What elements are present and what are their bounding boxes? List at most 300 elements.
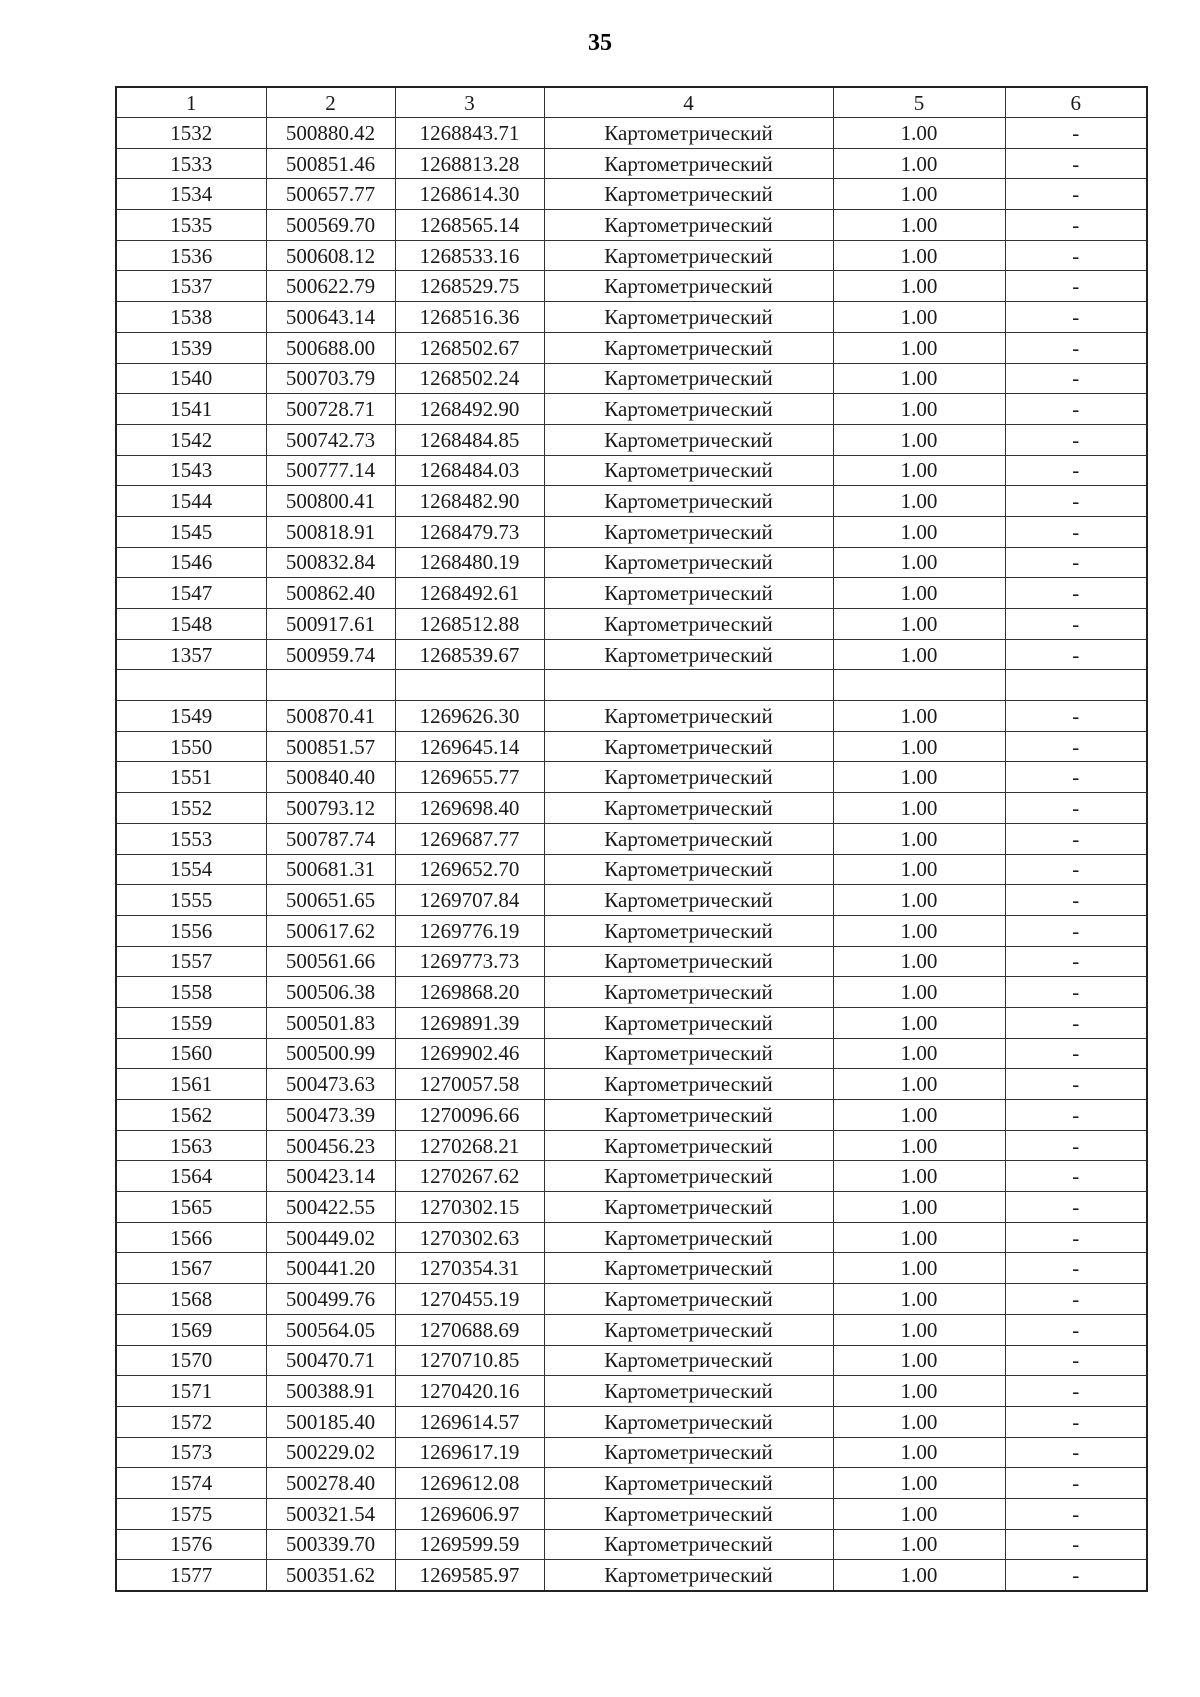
table-row <box>116 547 1147 578</box>
x-coordinate-cell: 500681.31 <box>266 854 395 885</box>
accuracy-cell: 1.00 <box>833 1161 1005 1192</box>
table-row <box>116 148 1147 179</box>
note-cell: - <box>1005 1284 1147 1315</box>
method-cell: Картометрический <box>544 731 833 762</box>
accuracy-cell: 1.00 <box>833 1222 1005 1253</box>
accuracy-cell: 1.00 <box>833 179 1005 210</box>
table-row <box>116 578 1147 609</box>
note-cell: - <box>1005 915 1147 946</box>
accuracy-cell: 1.00 <box>833 240 1005 271</box>
method-cell: Картометрический <box>544 946 833 977</box>
method-cell: Картометрический <box>544 424 833 455</box>
note-cell: - <box>1005 885 1147 916</box>
x-coordinate-cell: 500742.73 <box>266 424 395 455</box>
table-row <box>116 1345 1147 1376</box>
y-coordinate-cell: 1268502.67 <box>395 332 544 363</box>
accuracy-cell: 1.00 <box>833 1314 1005 1345</box>
table-row <box>116 1284 1147 1315</box>
y-coordinate-cell: 1269645.14 <box>395 731 544 762</box>
x-coordinate-cell <box>266 670 395 701</box>
y-coordinate-cell: 1270057.58 <box>395 1069 544 1100</box>
method-cell: Картометрический <box>544 1038 833 1069</box>
y-coordinate-cell: 1268516.36 <box>395 302 544 333</box>
y-coordinate-cell: 1268479.73 <box>395 516 544 547</box>
point-number-cell: 1564 <box>116 1161 266 1192</box>
method-cell: Картометрический <box>544 179 833 210</box>
x-coordinate-cell: 500561.66 <box>266 946 395 977</box>
method-cell: Картометрический <box>544 639 833 670</box>
accuracy-cell: 1.00 <box>833 793 1005 824</box>
column-header-5: 5 <box>833 87 1005 118</box>
x-coordinate-cell: 500657.77 <box>266 179 395 210</box>
method-cell: Картометрический <box>544 516 833 547</box>
point-number-cell: 1565 <box>116 1192 266 1223</box>
point-number-cell: 1559 <box>116 1007 266 1038</box>
y-coordinate-cell: 1269652.70 <box>395 854 544 885</box>
note-cell: - <box>1005 1314 1147 1345</box>
x-coordinate-cell: 500862.40 <box>266 578 395 609</box>
method-cell: Картометрический <box>544 1437 833 1468</box>
y-coordinate-cell: 1269902.46 <box>395 1038 544 1069</box>
y-coordinate-cell: 1269585.97 <box>395 1560 544 1591</box>
table-row <box>116 1529 1147 1560</box>
note-cell: - <box>1005 731 1147 762</box>
method-cell: Картометрический <box>544 363 833 394</box>
x-coordinate-cell: 500388.91 <box>266 1376 395 1407</box>
point-number-cell: 1539 <box>116 332 266 363</box>
x-coordinate-cell: 500728.71 <box>266 394 395 425</box>
column-header-2: 2 <box>266 87 395 118</box>
note-cell: - <box>1005 363 1147 394</box>
y-coordinate-cell: 1270688.69 <box>395 1314 544 1345</box>
point-number-cell: 1537 <box>116 271 266 302</box>
method-cell: Картометрический <box>544 332 833 363</box>
x-coordinate-cell: 500321.54 <box>266 1498 395 1529</box>
point-number-cell: 1357 <box>116 639 266 670</box>
x-coordinate-cell: 500441.20 <box>266 1253 395 1284</box>
accuracy-cell: 1.00 <box>833 977 1005 1008</box>
accuracy-cell: 1.00 <box>833 271 1005 302</box>
point-number-cell: 1542 <box>116 424 266 455</box>
point-number-cell: 1568 <box>116 1284 266 1315</box>
x-coordinate-cell: 500608.12 <box>266 240 395 271</box>
method-cell: Картометрический <box>544 1100 833 1131</box>
table-row <box>116 1069 1147 1100</box>
accuracy-cell: 1.00 <box>833 363 1005 394</box>
note-cell <box>1005 670 1147 701</box>
x-coordinate-cell: 500800.41 <box>266 486 395 517</box>
point-number-cell: 1547 <box>116 578 266 609</box>
x-coordinate-cell: 500351.62 <box>266 1560 395 1591</box>
note-cell: - <box>1005 1222 1147 1253</box>
point-number-cell: 1573 <box>116 1437 266 1468</box>
table-row <box>116 363 1147 394</box>
method-cell: Картометрический <box>544 1007 833 1038</box>
note-cell: - <box>1005 1437 1147 1468</box>
column-header-1: 1 <box>116 87 266 118</box>
table-row <box>116 1468 1147 1499</box>
table-row <box>116 1437 1147 1468</box>
table-row <box>116 271 1147 302</box>
accuracy-cell: 1.00 <box>833 547 1005 578</box>
accuracy-cell: 1.00 <box>833 609 1005 640</box>
accuracy-cell: 1.00 <box>833 1529 1005 1560</box>
point-number-cell <box>116 670 266 701</box>
y-coordinate-cell: 1269606.97 <box>395 1498 544 1529</box>
y-coordinate-cell: 1269614.57 <box>395 1406 544 1437</box>
accuracy-cell: 1.00 <box>833 332 1005 363</box>
x-coordinate-cell: 500832.84 <box>266 547 395 578</box>
y-coordinate-cell: 1269773.73 <box>395 946 544 977</box>
method-cell: Картометрический <box>544 609 833 640</box>
table-row <box>116 1253 1147 1284</box>
accuracy-cell: 1.00 <box>833 1130 1005 1161</box>
point-number-cell: 1570 <box>116 1345 266 1376</box>
coordinates-table <box>115 86 1148 1592</box>
note-cell: - <box>1005 1529 1147 1560</box>
y-coordinate-cell: 1269776.19 <box>395 915 544 946</box>
accuracy-cell: 1.00 <box>833 701 1005 732</box>
point-number-cell: 1561 <box>116 1069 266 1100</box>
note-cell: - <box>1005 394 1147 425</box>
note-cell: - <box>1005 455 1147 486</box>
accuracy-cell: 1.00 <box>833 118 1005 149</box>
x-coordinate-cell: 500569.70 <box>266 210 395 241</box>
x-coordinate-cell: 500501.83 <box>266 1007 395 1038</box>
point-number-cell: 1545 <box>116 516 266 547</box>
x-coordinate-cell: 500703.79 <box>266 363 395 394</box>
point-number-cell: 1562 <box>116 1100 266 1131</box>
y-coordinate-cell: 1268529.75 <box>395 271 544 302</box>
x-coordinate-cell: 500870.41 <box>266 701 395 732</box>
table-row <box>116 762 1147 793</box>
x-coordinate-cell: 500229.02 <box>266 1437 395 1468</box>
accuracy-cell: 1.00 <box>833 1069 1005 1100</box>
note-cell: - <box>1005 1069 1147 1100</box>
table-row <box>116 1100 1147 1131</box>
x-coordinate-cell: 500473.63 <box>266 1069 395 1100</box>
note-cell: - <box>1005 148 1147 179</box>
note-cell: - <box>1005 977 1147 1008</box>
method-cell: Картометрический <box>544 240 833 271</box>
method-cell: Картометрический <box>544 1192 833 1223</box>
point-number-cell: 1560 <box>116 1038 266 1069</box>
y-coordinate-cell: 1269612.08 <box>395 1468 544 1499</box>
y-coordinate-cell: 1268480.19 <box>395 547 544 578</box>
y-coordinate-cell: 1268843.71 <box>395 118 544 149</box>
y-coordinate-cell: 1268484.85 <box>395 424 544 455</box>
method-cell: Картометрический <box>544 762 833 793</box>
point-number-cell: 1574 <box>116 1468 266 1499</box>
method-cell: Картометрический <box>544 1314 833 1345</box>
note-cell: - <box>1005 762 1147 793</box>
table-row <box>116 639 1147 670</box>
point-number-cell: 1577 <box>116 1560 266 1591</box>
accuracy-cell: 1.00 <box>833 1192 1005 1223</box>
accuracy-cell: 1.00 <box>833 486 1005 517</box>
method-cell: Картометрический <box>544 547 833 578</box>
y-coordinate-cell: 1269626.30 <box>395 701 544 732</box>
accuracy-cell: 1.00 <box>833 1376 1005 1407</box>
x-coordinate-cell: 500456.23 <box>266 1130 395 1161</box>
table-row <box>116 609 1147 640</box>
note-cell: - <box>1005 701 1147 732</box>
y-coordinate-cell: 1268539.67 <box>395 639 544 670</box>
x-coordinate-cell: 500449.02 <box>266 1222 395 1253</box>
x-coordinate-cell: 500793.12 <box>266 793 395 824</box>
x-coordinate-cell: 500959.74 <box>266 639 395 670</box>
accuracy-cell: 1.00 <box>833 762 1005 793</box>
y-coordinate-cell: 1270267.62 <box>395 1161 544 1192</box>
accuracy-cell: 1.00 <box>833 946 1005 977</box>
x-coordinate-cell: 500851.46 <box>266 148 395 179</box>
table-row <box>116 210 1147 241</box>
y-coordinate-cell: 1269707.84 <box>395 885 544 916</box>
y-coordinate-cell: 1269617.19 <box>395 1437 544 1468</box>
accuracy-cell: 1.00 <box>833 1345 1005 1376</box>
accuracy-cell: 1.00 <box>833 424 1005 455</box>
method-cell: Картометрический <box>544 302 833 333</box>
note-cell: - <box>1005 1345 1147 1376</box>
method-cell: Картометрический <box>544 854 833 885</box>
table-separator-row <box>116 670 1147 701</box>
note-cell: - <box>1005 302 1147 333</box>
point-number-cell: 1567 <box>116 1253 266 1284</box>
y-coordinate-cell: 1270420.16 <box>395 1376 544 1407</box>
y-coordinate-cell: 1270455.19 <box>395 1284 544 1315</box>
accuracy-cell <box>833 670 1005 701</box>
point-number-cell: 1534 <box>116 179 266 210</box>
method-cell: Картометрический <box>544 455 833 486</box>
accuracy-cell: 1.00 <box>833 731 1005 762</box>
accuracy-cell: 1.00 <box>833 1253 1005 1284</box>
method-cell: Картометрический <box>544 1284 833 1315</box>
x-coordinate-cell: 500423.14 <box>266 1161 395 1192</box>
x-coordinate-cell: 500688.00 <box>266 332 395 363</box>
x-coordinate-cell: 500651.65 <box>266 885 395 916</box>
accuracy-cell: 1.00 <box>833 823 1005 854</box>
method-cell: Картометрический <box>544 1222 833 1253</box>
point-number-cell: 1557 <box>116 946 266 977</box>
accuracy-cell: 1.00 <box>833 1406 1005 1437</box>
accuracy-cell: 1.00 <box>833 915 1005 946</box>
method-cell: Картометрический <box>544 394 833 425</box>
method-cell: Картометрический <box>544 977 833 1008</box>
table-row <box>116 1130 1147 1161</box>
method-cell: Картометрический <box>544 1130 833 1161</box>
accuracy-cell: 1.00 <box>833 885 1005 916</box>
table-row <box>116 394 1147 425</box>
column-header-4: 4 <box>544 87 833 118</box>
accuracy-cell: 1.00 <box>833 1560 1005 1591</box>
point-number-cell: 1575 <box>116 1498 266 1529</box>
y-coordinate-cell: 1268484.03 <box>395 455 544 486</box>
method-cell: Картометрический <box>544 701 833 732</box>
y-coordinate-cell: 1268614.30 <box>395 179 544 210</box>
table-row <box>116 731 1147 762</box>
table-row <box>116 1560 1147 1591</box>
x-coordinate-cell: 500917.61 <box>266 609 395 640</box>
y-coordinate-cell <box>395 670 544 701</box>
x-coordinate-cell: 500777.14 <box>266 455 395 486</box>
method-cell: Картометрический <box>544 486 833 517</box>
x-coordinate-cell: 500470.71 <box>266 1345 395 1376</box>
table-row <box>116 1406 1147 1437</box>
x-coordinate-cell: 500840.40 <box>266 762 395 793</box>
x-coordinate-cell: 500506.38 <box>266 977 395 1008</box>
method-cell: Картометрический <box>544 823 833 854</box>
point-number-cell: 1552 <box>116 793 266 824</box>
table-row <box>116 1161 1147 1192</box>
point-number-cell: 1566 <box>116 1222 266 1253</box>
point-number-cell: 1544 <box>116 486 266 517</box>
accuracy-cell: 1.00 <box>833 394 1005 425</box>
accuracy-cell: 1.00 <box>833 455 1005 486</box>
table-row <box>116 946 1147 977</box>
x-coordinate-cell: 500818.91 <box>266 516 395 547</box>
accuracy-cell: 1.00 <box>833 578 1005 609</box>
accuracy-cell: 1.00 <box>833 1038 1005 1069</box>
y-coordinate-cell: 1270302.63 <box>395 1222 544 1253</box>
table-row <box>116 1038 1147 1069</box>
x-coordinate-cell: 500643.14 <box>266 302 395 333</box>
x-coordinate-cell: 500278.40 <box>266 1468 395 1499</box>
note-cell: - <box>1005 1498 1147 1529</box>
table-row <box>116 1498 1147 1529</box>
note-cell: - <box>1005 1007 1147 1038</box>
point-number-cell: 1554 <box>116 854 266 885</box>
y-coordinate-cell: 1270354.31 <box>395 1253 544 1284</box>
point-number-cell: 1532 <box>116 118 266 149</box>
point-number-cell: 1558 <box>116 977 266 1008</box>
table-row <box>116 854 1147 885</box>
method-cell: Картометрический <box>544 1161 833 1192</box>
table-row <box>116 240 1147 271</box>
table-row <box>116 1192 1147 1223</box>
point-number-cell: 1571 <box>116 1376 266 1407</box>
y-coordinate-cell: 1268492.61 <box>395 578 544 609</box>
y-coordinate-cell: 1268482.90 <box>395 486 544 517</box>
point-number-cell: 1541 <box>116 394 266 425</box>
point-number-cell: 1563 <box>116 1130 266 1161</box>
y-coordinate-cell: 1269698.40 <box>395 793 544 824</box>
column-header-6: 6 <box>1005 87 1147 118</box>
note-cell: - <box>1005 210 1147 241</box>
method-cell: Картометрический <box>544 1468 833 1499</box>
note-cell: - <box>1005 179 1147 210</box>
x-coordinate-cell: 500622.79 <box>266 271 395 302</box>
y-coordinate-cell: 1268512.88 <box>395 609 544 640</box>
accuracy-cell: 1.00 <box>833 639 1005 670</box>
method-cell: Картометрический <box>544 1529 833 1560</box>
table-header-row <box>116 87 1147 118</box>
y-coordinate-cell: 1269687.77 <box>395 823 544 854</box>
x-coordinate-cell: 500500.99 <box>266 1038 395 1069</box>
table-row <box>116 516 1147 547</box>
point-number-cell: 1533 <box>116 148 266 179</box>
accuracy-cell: 1.00 <box>833 1468 1005 1499</box>
note-cell: - <box>1005 946 1147 977</box>
note-cell: - <box>1005 823 1147 854</box>
accuracy-cell: 1.00 <box>833 148 1005 179</box>
note-cell: - <box>1005 516 1147 547</box>
point-number-cell: 1540 <box>116 363 266 394</box>
method-cell: Картометрический <box>544 148 833 179</box>
note-cell: - <box>1005 1468 1147 1499</box>
table-row <box>116 302 1147 333</box>
point-number-cell: 1556 <box>116 915 266 946</box>
note-cell: - <box>1005 1376 1147 1407</box>
point-number-cell: 1538 <box>116 302 266 333</box>
note-cell: - <box>1005 424 1147 455</box>
note-cell: - <box>1005 1406 1147 1437</box>
method-cell <box>544 670 833 701</box>
table-row <box>116 701 1147 732</box>
x-coordinate-cell: 500617.62 <box>266 915 395 946</box>
table-row <box>116 1314 1147 1345</box>
y-coordinate-cell: 1268492.90 <box>395 394 544 425</box>
y-coordinate-cell: 1268813.28 <box>395 148 544 179</box>
x-coordinate-cell: 500564.05 <box>266 1314 395 1345</box>
accuracy-cell: 1.00 <box>833 1498 1005 1529</box>
x-coordinate-cell: 500185.40 <box>266 1406 395 1437</box>
note-cell: - <box>1005 332 1147 363</box>
accuracy-cell: 1.00 <box>833 1284 1005 1315</box>
method-cell: Картометрический <box>544 1498 833 1529</box>
point-number-cell: 1549 <box>116 701 266 732</box>
point-number-cell: 1546 <box>116 547 266 578</box>
note-cell: - <box>1005 1253 1147 1284</box>
note-cell: - <box>1005 793 1147 824</box>
point-number-cell: 1553 <box>116 823 266 854</box>
point-number-cell: 1572 <box>116 1406 266 1437</box>
y-coordinate-cell: 1270096.66 <box>395 1100 544 1131</box>
method-cell: Картометрический <box>544 118 833 149</box>
table-row <box>116 793 1147 824</box>
point-number-cell: 1569 <box>116 1314 266 1345</box>
method-cell: Картометрический <box>544 1406 833 1437</box>
note-cell: - <box>1005 578 1147 609</box>
point-number-cell: 1551 <box>116 762 266 793</box>
column-header-3: 3 <box>395 87 544 118</box>
point-number-cell: 1555 <box>116 885 266 916</box>
accuracy-cell: 1.00 <box>833 854 1005 885</box>
method-cell: Картометрический <box>544 271 833 302</box>
point-number-cell: 1550 <box>116 731 266 762</box>
method-cell: Картометрический <box>544 1345 833 1376</box>
table-row <box>116 885 1147 916</box>
accuracy-cell: 1.00 <box>833 302 1005 333</box>
y-coordinate-cell: 1268533.16 <box>395 240 544 271</box>
table-row <box>116 486 1147 517</box>
point-number-cell: 1536 <box>116 240 266 271</box>
note-cell: - <box>1005 1161 1147 1192</box>
note-cell: - <box>1005 639 1147 670</box>
method-cell: Картометрический <box>544 1253 833 1284</box>
note-cell: - <box>1005 486 1147 517</box>
method-cell: Картометрический <box>544 1560 833 1591</box>
y-coordinate-cell: 1270302.15 <box>395 1192 544 1223</box>
accuracy-cell: 1.00 <box>833 1100 1005 1131</box>
note-cell: - <box>1005 547 1147 578</box>
x-coordinate-cell: 500422.55 <box>266 1192 395 1223</box>
y-coordinate-cell: 1269891.39 <box>395 1007 544 1038</box>
x-coordinate-cell: 500499.76 <box>266 1284 395 1315</box>
note-cell: - <box>1005 1192 1147 1223</box>
note-cell: - <box>1005 1100 1147 1131</box>
note-cell: - <box>1005 271 1147 302</box>
table-row <box>116 455 1147 486</box>
